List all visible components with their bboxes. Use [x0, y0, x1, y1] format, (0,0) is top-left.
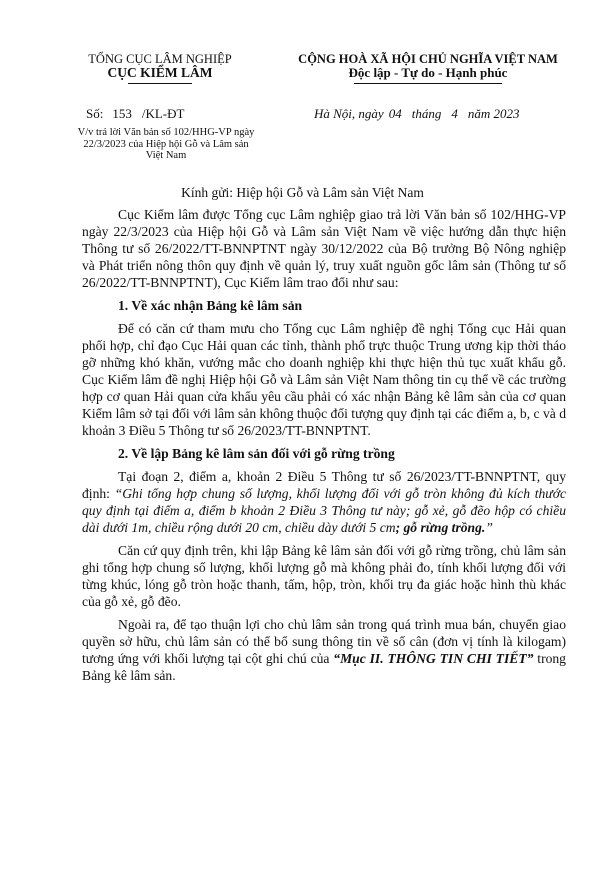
- month-label: tháng: [411, 106, 442, 121]
- subject-line: 22/3/2023 của Hiệp hội Gỗ và Lâm sản: [83, 138, 249, 150]
- paragraph-text: Ngoài ra, để tạo thuận lợi cho chủ lâm sản trong quá trình mua bán, chuyển giao quyền sở hữu, chủ lâm sản có thể bổ sung thông tin về số cân (đơn vị tính là kilogam) tương ứng với khối lượng tại cột ghi chú của: [82, 617, 566, 666]
- motto-underline: [354, 83, 502, 84]
- section-2-paragraph-3: [82, 616, 566, 684]
- doc-number-value: 153: [112, 106, 132, 121]
- date-month: 4: [451, 106, 458, 121]
- regulation-quote-emphasis: ; gỗ rừng trồng.: [395, 520, 486, 535]
- subject-line: V/v trả lời Văn bản số 102/HHG-VP ngày: [77, 127, 255, 138]
- subject-line: Việt Nam: [145, 150, 187, 161]
- national-motto: Độc lập - Tự do - Hạnh phúc: [348, 65, 508, 80]
- place-label: Hà Nội, ngày: [314, 106, 384, 121]
- section-reference: “Mục II. THÔNG TIN CHI TIẾT”: [333, 651, 534, 666]
- section-2-paragraph-2: Căn cứ quy định trên, khi lập Bảng kê lâm sản đối với gỗ rừng trồng, chủ lâm sản ghi tổng hợp chung số lượng, khối lượng gỗ mà không phải đo, tính khối lượng đối với từng khúc, lóng gỗ tròn hoặc thanh, tấm, hộp, tròn, khối trụ đa giác hoặc hình thù khác của gỗ xẻ, gỗ đẽo.: [82, 543, 566, 609]
- section-2-paragraph-1: [82, 468, 566, 536]
- regulation-reference: Tại đoạn 2, điểm a, khoản 2 Điều 5 Thông tư số 26/2023/TT-BNNPTNT, quy định:: [82, 469, 566, 501]
- national-title-block: [278, 52, 578, 84]
- paragraph-tail: trong Bảng kê lâm sản.: [82, 651, 566, 683]
- quote-close: ”: [485, 520, 493, 535]
- intro-paragraph: Cục Kiểm lâm được Tổng cục Lâm nghiệp giao trả lời Văn bản số 102/HHG-VP ngày 22/3/2023 của Hiệp hội Gỗ và Lâm sản Việt Nam về việc hướng dẫn thực hiện Thông tư số 26/2022/TT-BNNPTNT ngày 30/12/2022 của Bộ trưởng Bộ Nông nghiệp và Phát triển nông thôn quy định về quản lý, truy xuất nguồn gốc lâm sản (Thông tư số 26/2022/TT-BNNPTNT), Cục Kiểm lâm trao đổi như sau:: [82, 207, 566, 290]
- doc-number-suffix: /KL-ĐT: [141, 106, 185, 121]
- issuing-agency-block: [60, 52, 260, 84]
- document-number: [86, 106, 184, 122]
- year-label: năm 2023: [467, 106, 520, 121]
- agency-name: CỤC KIỂM LÂM: [107, 65, 213, 80]
- date-day: 04: [388, 106, 402, 121]
- salutation: Kính gửi: Hiệp hội Gỗ và Lâm sản Việt Nam: [181, 185, 424, 200]
- section-1-paragraph: Để có căn cứ tham mưu cho Tổng cục Lâm nghiệp đề nghị Tổng cục Hải quan phối hợp, chỉ đạo Cục Hải quan các tỉnh, thành phố trực thuộc Trung ương kịp thời tháo gỡ những khó khăn, vướng mắc cho doanh nghiệp khi thực hiện thủ tục xuất khẩu gỗ. Cục Kiểm lâm đề nghị Hiệp hội Gỗ và Lâm sản Việt Nam thông tin cụ thể về các trường hợp cơ quan Hải quan cửa khẩu yêu cầu phải có xác nhận Bảng kê lâm sản của cơ quan Kiểm lâm sở tại đối với lâm sản không thuộc đối tượng quy định tại các điểm a, b, c và d khoản 3 Điều 5 Thông tư số 26/2023/TT-BNNPTNT.: [82, 321, 566, 438]
- section-2-heading: 2. Về lập Bảng kê lâm sản đối với gỗ rừng trồng: [118, 446, 395, 461]
- regulation-quote: “Ghi tổng hợp chung số lượng, khối lượng đối với gỗ tròn không đủ kích thước quy định tại điểm a, điểm b khoản 2 Điều 3 Thông tư này; gỗ xẻ, gỗ đẽo hộp có chiều dài dưới 1m, chiều rộng dưới 20 cm, chiều dày dưới 5 cm: [82, 486, 567, 535]
- agency-underline: [128, 83, 192, 84]
- parent-agency-name: TỔNG CỤC LÂM NGHIỆP: [88, 52, 232, 66]
- country-name: CỘNG HOÀ XÃ HỘI CHỦ NGHĨA VIỆT NAM: [298, 52, 558, 66]
- subject-summary: [62, 127, 270, 162]
- doc-number-label: Số:: [86, 106, 104, 121]
- section-1-heading: 1. Về xác nhận Bảng kê lâm sản: [118, 298, 303, 313]
- letter-body: [82, 206, 566, 690]
- place-and-date: [314, 106, 519, 122]
